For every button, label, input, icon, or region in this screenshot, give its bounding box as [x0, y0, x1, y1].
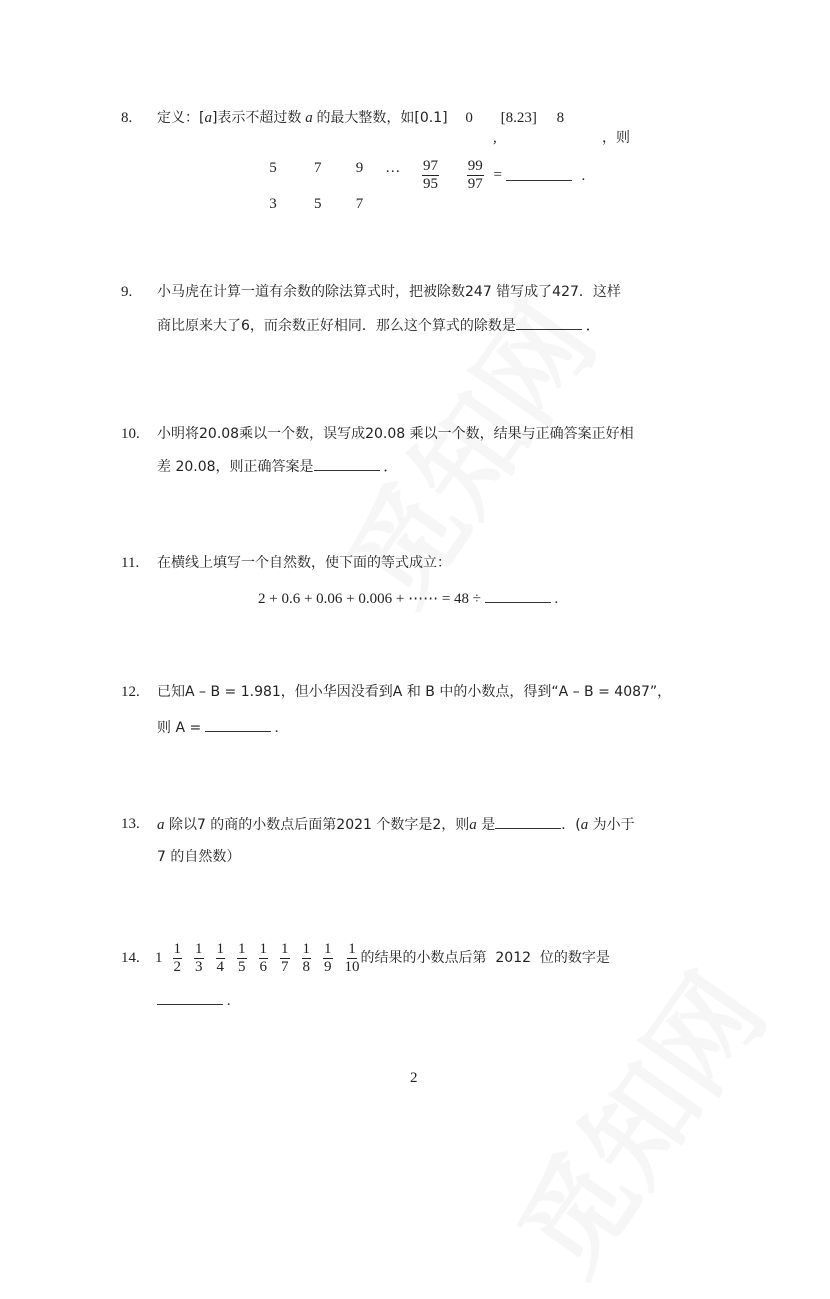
- numerator: 1: [302, 941, 310, 958]
- text: 定义：[: [157, 110, 205, 126]
- text: 的最大整数，如[0.1]: [316, 110, 448, 126]
- comma: ,: [493, 130, 497, 146]
- numerator: 9: [355, 160, 364, 176]
- question-text: 的结果的小数点后第 2012 位的数字是: [360, 950, 610, 966]
- numerator: 1: [195, 941, 203, 958]
- var: a: [580, 817, 589, 833]
- numerator: 1: [173, 941, 181, 958]
- text: ，则: [602, 130, 630, 146]
- numerator: 1: [348, 941, 356, 958]
- question-text: 则 A =: [157, 720, 202, 736]
- example: [8.23]: [500, 110, 537, 126]
- denominator: 3: [195, 959, 203, 976]
- var: a: [469, 817, 477, 833]
- numerator: 7: [314, 160, 322, 176]
- question-text: 在横线上填写一个自然数，使下面的等式成立：: [157, 555, 451, 571]
- denominator: 9: [324, 959, 332, 976]
- var: a: [157, 817, 165, 833]
- denominator: 2: [173, 959, 181, 976]
- period: .: [274, 720, 279, 736]
- question-text: 小马虎在计算一道有余数的除法算式时，把被除数247 错写成了427．这样: [157, 284, 621, 300]
- numerator: 1: [259, 941, 267, 958]
- numerator: 99: [467, 158, 483, 174]
- denominator: 6: [259, 959, 267, 976]
- formula: [155, 938, 610, 978]
- numerator: 1: [216, 941, 224, 958]
- question-text: 差 20.08，则正确答案是: [157, 459, 314, 475]
- lead: 1: [155, 950, 163, 966]
- denominator: 10: [344, 959, 360, 976]
- question-text: 为小于: [588, 817, 635, 833]
- period: .: [581, 168, 586, 184]
- answer-blank[interactable]: [516, 315, 582, 330]
- question-text: 小明将20.08乘以一个数，误写成20.08 乘以一个数，结果与正确答案正好相: [157, 426, 634, 442]
- numerator: 5: [269, 160, 277, 176]
- question-text: 7 的自然数）: [157, 849, 241, 865]
- denominator: 7: [355, 196, 364, 212]
- equation: 2 + 0.6 + 0.06 + 0.006 + ⋯⋯ = 48 ÷: [258, 591, 482, 607]
- question-text: 商比原来大了6，而余数正好相同．那么这个算式的除数是: [157, 318, 516, 334]
- page-number: 2: [410, 1070, 418, 1086]
- question-number: 8.: [121, 110, 133, 126]
- question-number: 12.: [121, 684, 140, 700]
- var: a: [305, 110, 313, 126]
- denominator: 4: [216, 959, 224, 976]
- var: a: [204, 110, 212, 126]
- question-text: 是: [476, 817, 496, 833]
- period: .: [554, 591, 559, 607]
- equals: =: [493, 167, 502, 183]
- text: ]表示不超过数: [211, 110, 302, 126]
- question-number: 13.: [121, 816, 140, 832]
- numerator: 97: [423, 158, 438, 174]
- answer-blank[interactable]: [314, 456, 380, 471]
- value: 8: [556, 110, 565, 126]
- watermark: [476, 939, 795, 1299]
- numerator: 1: [281, 941, 289, 958]
- value: 0: [465, 110, 473, 126]
- question-number: 14.: [121, 950, 140, 966]
- question-number: 9.: [121, 284, 133, 300]
- period: ．: [383, 459, 399, 475]
- question-text: [157, 108, 564, 128]
- answer-blank[interactable]: [157, 990, 223, 1005]
- denominator: 5: [314, 196, 322, 212]
- formula: [252, 158, 585, 214]
- numerator: 1: [324, 941, 332, 958]
- denominator: 7: [281, 959, 289, 976]
- answer-blank[interactable]: [205, 717, 271, 732]
- period: ．: [585, 318, 601, 334]
- text: ．(: [561, 817, 581, 833]
- answer-blank[interactable]: [495, 814, 561, 829]
- denominator: 8: [302, 959, 310, 976]
- ellipsis: …: [385, 160, 401, 176]
- answer-blank[interactable]: [506, 166, 572, 181]
- denominator: 95: [423, 176, 438, 192]
- denominator: 3: [269, 196, 277, 212]
- question-text: 已知A – B = 1.981，但小华因没看到A 和 B 中的小数点，得到“A – B = 4087”，: [157, 684, 672, 700]
- denominator: 5: [238, 959, 246, 976]
- question-number: 11.: [121, 555, 140, 571]
- denominator: 97: [467, 176, 483, 192]
- numerator: 1: [238, 941, 246, 958]
- answer-blank[interactable]: [485, 588, 551, 603]
- period: .: [226, 993, 231, 1009]
- question-text: 除以7 的商的小数点后面第2021 个数字是2，则: [164, 817, 470, 833]
- question-number: 10.: [121, 426, 140, 442]
